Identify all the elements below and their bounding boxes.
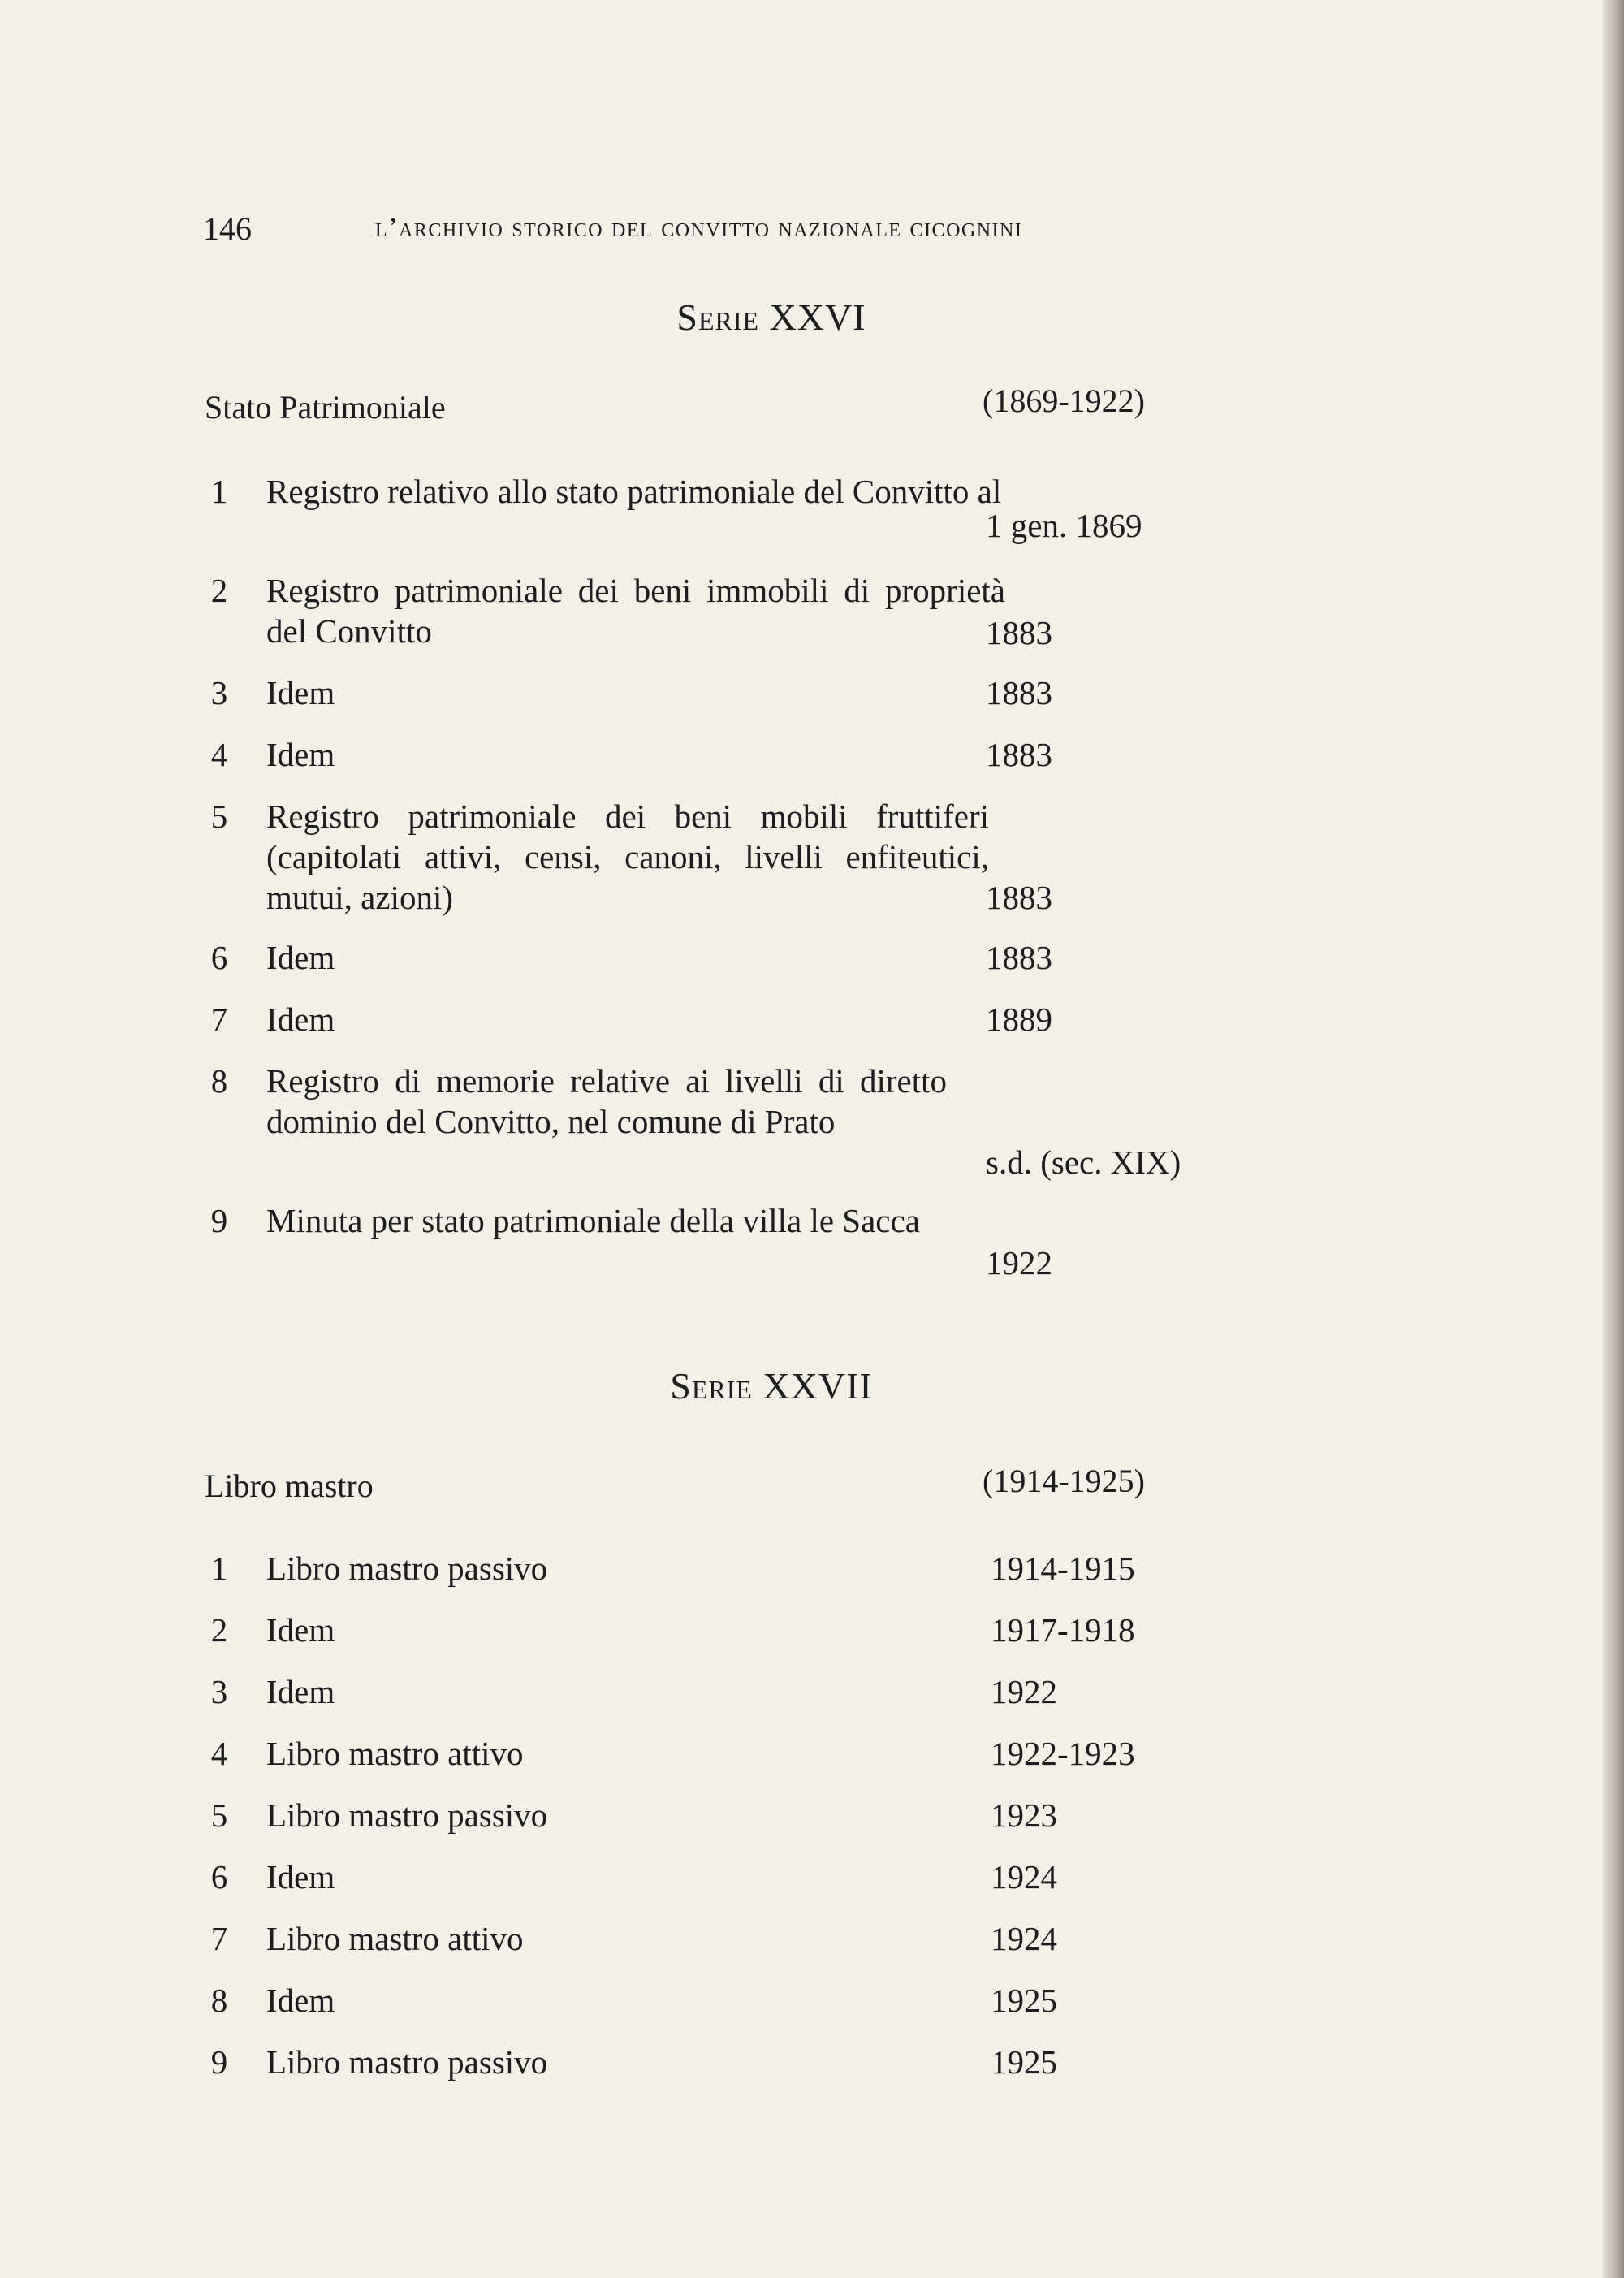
entry-date: 1883 (986, 939, 1052, 976)
entry-description: Libro mastro attivo (266, 1920, 524, 1957)
entry-date: 1883 (986, 614, 1052, 651)
entry-number: 6 (210, 1858, 228, 1895)
entry-date: 1923 (991, 1796, 1057, 1834)
entry-number: 9 (210, 1202, 228, 1239)
entry-date: 1922 (986, 1244, 1052, 1282)
entry-number: 1 (210, 473, 228, 510)
entry-date: 1883 (986, 879, 1052, 916)
section-date-range: (1914-1925) (983, 1463, 1145, 1499)
entry-number: 5 (210, 1796, 228, 1834)
entry-description: Libro mastro passivo (266, 2043, 548, 2081)
entry-date: 1883 (986, 736, 1052, 773)
entry-number: 4 (210, 1735, 228, 1772)
entry-description: Minuta per stato patrimoniale della villa le Sacca (266, 1202, 920, 1239)
entry-description: Idem (266, 1001, 335, 1038)
entry-description: Idem (266, 1673, 335, 1710)
entry-date: 1 gen. 1869 (986, 507, 1142, 544)
section-date-range: (1869-1922) (983, 383, 1145, 419)
entry-description: Libro mastro passivo (266, 1550, 548, 1587)
entry-description: Idem (266, 1611, 335, 1649)
page-header (203, 210, 1226, 250)
entry-description: Idem (266, 674, 335, 711)
entry-date: 1925 (991, 2043, 1057, 2081)
entry-number: 2 (210, 1611, 228, 1649)
entry-date: 1917-1918 (991, 1611, 1135, 1649)
entry-number: 9 (210, 2043, 228, 2081)
entry-description: Libro mastro passivo (266, 1796, 548, 1834)
entry-number: 7 (210, 1920, 228, 1957)
serie-xxvii-title: Serie XXVII (670, 1365, 873, 1407)
entry-date: 1924 (991, 1858, 1057, 1895)
entry-description: Registro patrimoniale dei beni mobili fruttiferi (capitolati attivi, censi, canoni, livelli enfiteutici, mutui, azioni) (266, 798, 989, 916)
entry-date: 1925 (991, 1982, 1057, 2019)
entry-description: Registro relativo allo stato patrimoniale del Convitto al (266, 473, 1002, 510)
entry-number: 3 (210, 674, 228, 711)
running-title: l’archivio storico del convitto nazionale cicognini (375, 213, 1023, 243)
entry-number: 8 (210, 1982, 228, 2019)
entry-number: 3 (210, 1673, 228, 1710)
section-stato-patrimoniale: Stato Patrimoniale (205, 389, 446, 426)
entry-date: 1883 (986, 674, 1052, 711)
entry-date: 1914-1915 (991, 1550, 1135, 1587)
entry-description: Libro mastro attivo (266, 1735, 524, 1772)
entry-description: Idem (266, 1858, 335, 1895)
entry-number: 7 (210, 1001, 228, 1038)
entry-description: Registro patrimoniale dei beni immobili di proprietà del Convitto (266, 572, 1005, 650)
entry-number: 8 (210, 1062, 228, 1100)
entry-description: Idem (266, 939, 335, 976)
entry-date: 1922-1923 (991, 1735, 1135, 1772)
entry-description: Registro di memorie relative ai livelli di diretto dominio del Convitto, nel comune di Prato (266, 1062, 947, 1140)
page-number: 146 (203, 210, 252, 247)
entry-date: s.d. (sec. XIX) (986, 1143, 1181, 1181)
serie-xxvi-title: Serie XXVI (676, 296, 866, 338)
entry-description: Idem (266, 736, 335, 773)
section-libro-mastro: Libro mastro (205, 1468, 374, 1504)
entry-number: 4 (210, 736, 228, 773)
entry-number: 6 (210, 939, 228, 976)
entry-number: 5 (210, 798, 228, 835)
entry-number: 2 (210, 572, 228, 609)
entry-date: 1922 (991, 1673, 1057, 1710)
entry-date: 1889 (986, 1001, 1052, 1038)
entry-date: 1924 (991, 1920, 1057, 1957)
entry-description: Idem (266, 1982, 335, 2019)
entry-number: 1 (210, 1550, 228, 1587)
page-gutter-shadow (1603, 0, 1624, 2278)
